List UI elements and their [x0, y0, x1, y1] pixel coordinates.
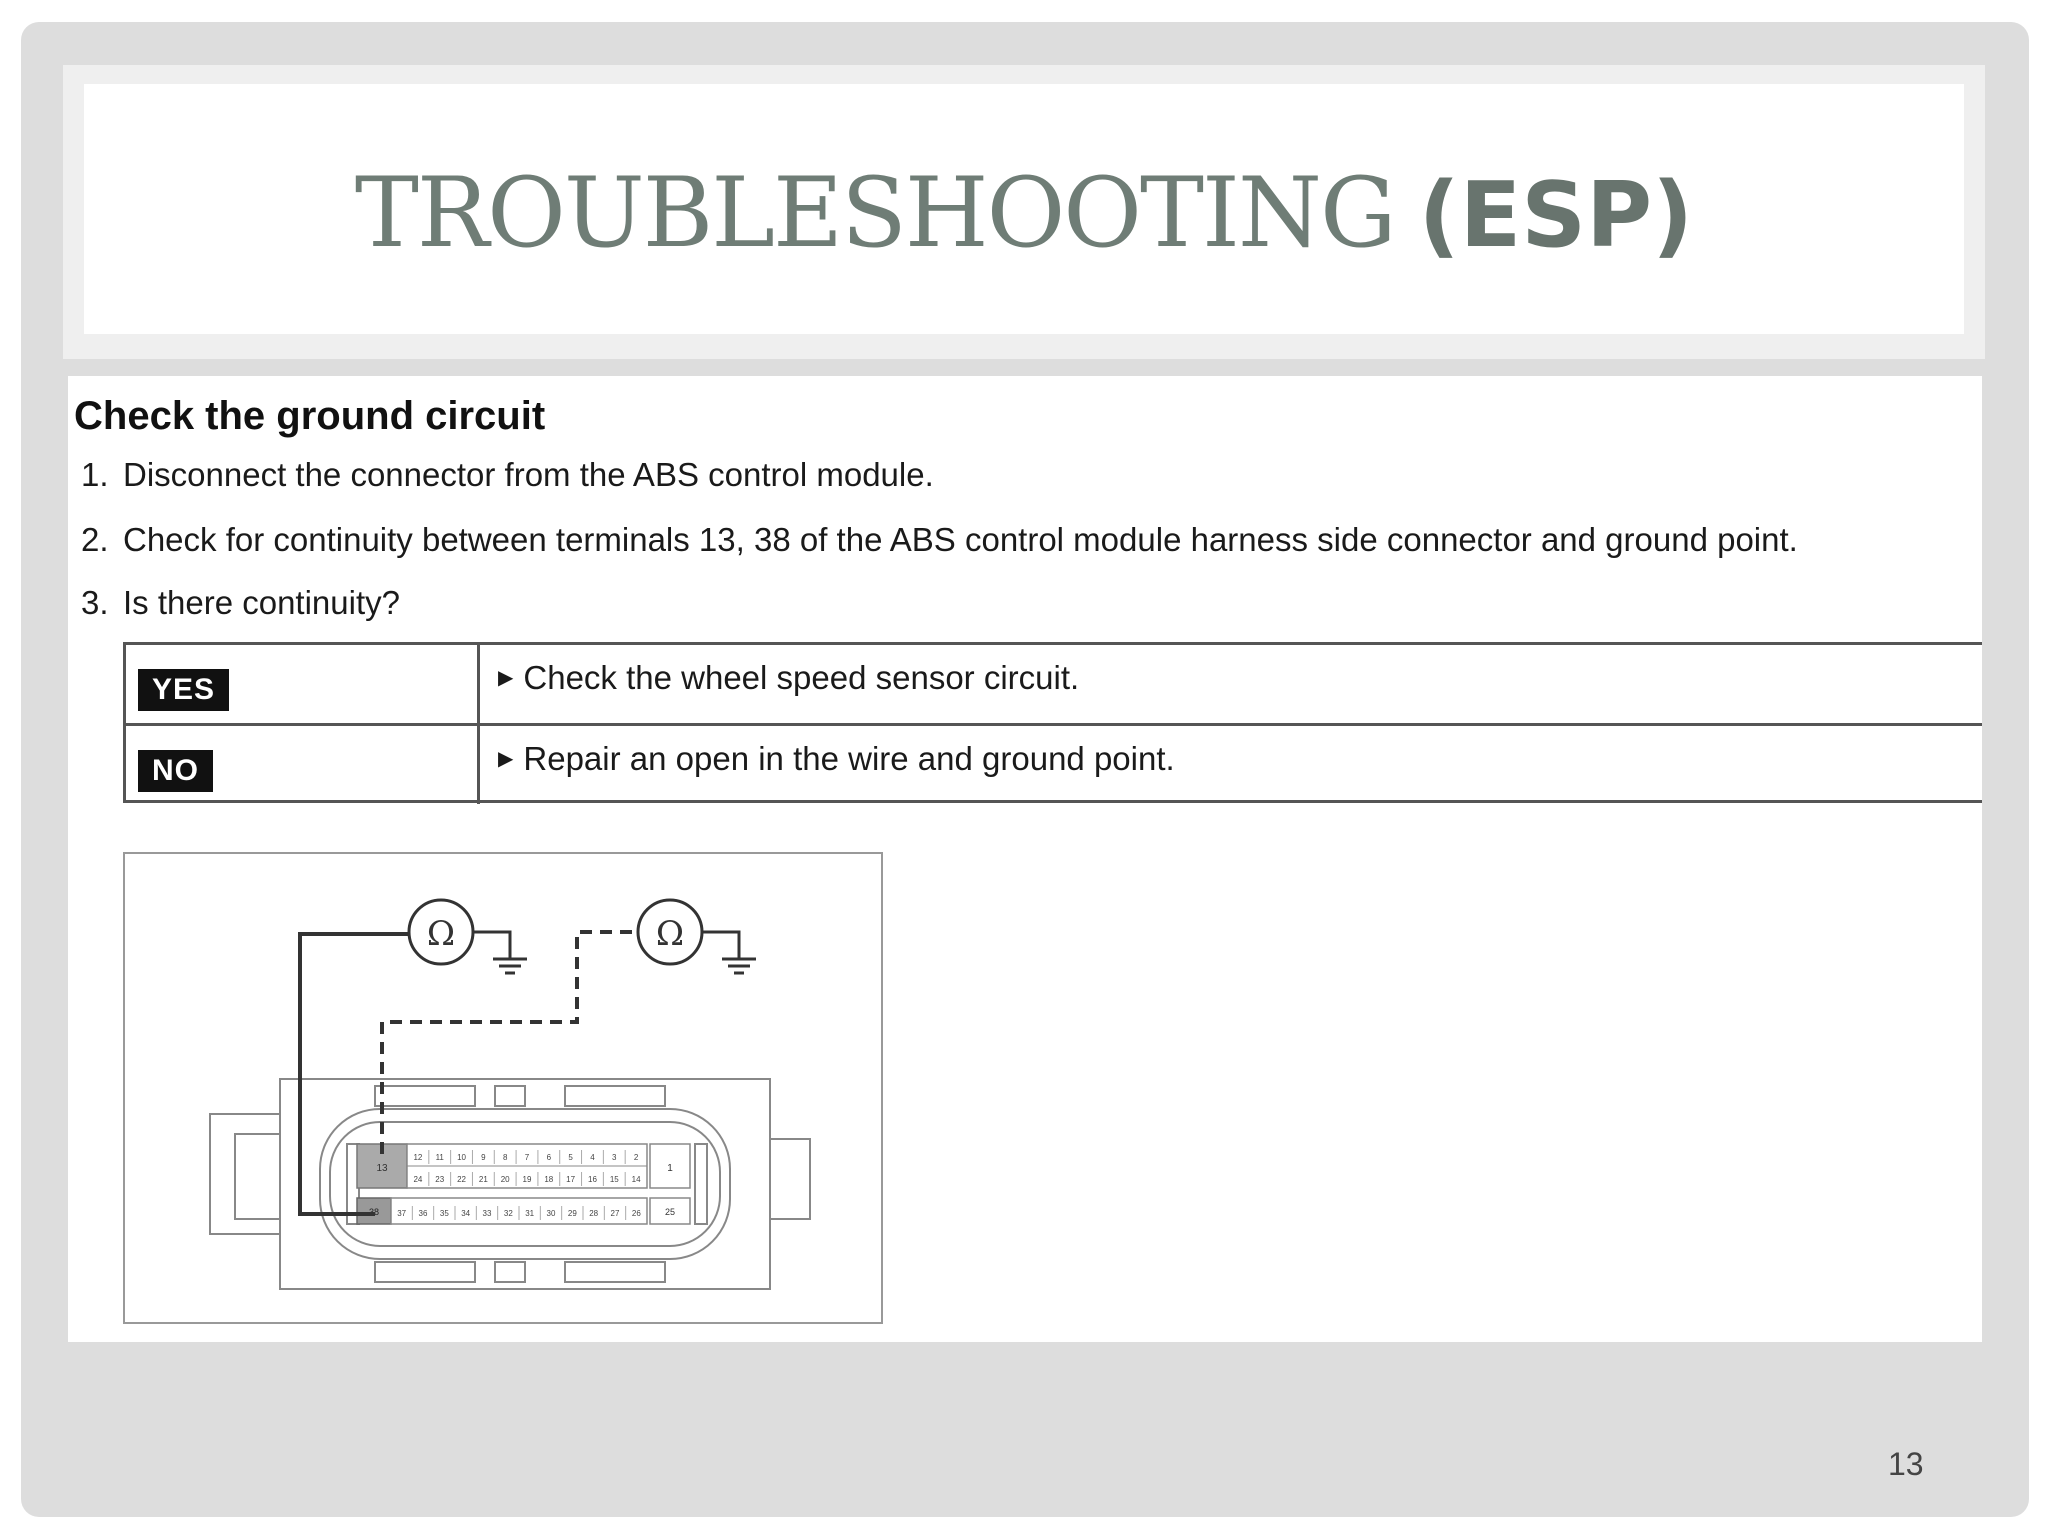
- result-action-text: Check the wheel speed sensor circuit.: [523, 659, 1080, 696]
- pin-label: 27: [610, 1209, 620, 1218]
- result-key-cell: [126, 726, 480, 804]
- pin-label: 11: [435, 1153, 444, 1162]
- pin-label: 2: [633, 1153, 639, 1162]
- pin-label: 22: [457, 1175, 466, 1184]
- no-badge: NO: [138, 750, 213, 792]
- triangle-right-icon: ▶: [498, 667, 514, 689]
- pin-label: 28: [589, 1209, 599, 1218]
- result-action: [498, 740, 1175, 778]
- pin-label: 37: [397, 1209, 407, 1218]
- wiring-diagram-svg: [125, 854, 881, 1322]
- pin-label: 32: [503, 1209, 513, 1218]
- pin-label: 7: [524, 1153, 530, 1162]
- pin-label: 16: [588, 1175, 597, 1184]
- step-3: [81, 584, 400, 622]
- ohm-symbol: Ω: [655, 914, 685, 954]
- pin-label: 24: [413, 1175, 423, 1184]
- result-action: [498, 659, 1079, 697]
- ohm-symbol: Ω: [426, 914, 456, 954]
- result-row-no: [126, 723, 1982, 804]
- pin-label: 6: [546, 1153, 552, 1162]
- ground-icon: [493, 959, 527, 973]
- title-main: TROUBLESHOOTING: [354, 157, 1395, 269]
- pin-label: 26: [631, 1209, 641, 1218]
- pin-label: 8: [502, 1153, 508, 1162]
- step-text: Check for continuity between terminals 13, 38 of the ABS control module harness side connector and ground point.: [123, 521, 1798, 558]
- pin-label: 10: [457, 1153, 466, 1162]
- pin-label: 20: [500, 1175, 510, 1184]
- step-number: 1.: [81, 456, 109, 493]
- step-2: [81, 521, 1798, 559]
- pin-label: 23: [435, 1175, 445, 1184]
- connector-diagram: [123, 852, 883, 1324]
- page-number: 13: [1888, 1446, 1924, 1482]
- ground-icon: [722, 959, 756, 973]
- step-text: Is there continuity?: [123, 584, 400, 621]
- step-text: Disconnect the connector from the ABS control module.: [123, 456, 934, 493]
- pin-label: 38: [368, 1207, 380, 1217]
- pin-label: 30: [546, 1209, 556, 1218]
- pin-label: 21: [478, 1175, 488, 1184]
- pin-label: 17: [566, 1175, 576, 1184]
- triangle-right-icon: ▶: [498, 748, 514, 770]
- pin-label: 3: [612, 1153, 617, 1162]
- result-action-text: Repair an open in the wire and ground point.: [523, 740, 1175, 777]
- pin-label: 35: [439, 1209, 449, 1218]
- pin-label: 4: [590, 1153, 595, 1162]
- lower-pin-labels: [397, 1206, 641, 1220]
- pin-label: 14: [631, 1175, 641, 1184]
- step-number: 2.: [81, 521, 109, 558]
- pin-label: 1: [667, 1163, 673, 1174]
- result-key-cell: [126, 645, 480, 723]
- pin-label: 25: [664, 1207, 676, 1217]
- yes-badge: YES: [138, 669, 229, 711]
- result-row-yes: [126, 645, 1982, 723]
- pin-label: 9: [481, 1153, 486, 1162]
- pin-label: 34: [461, 1209, 471, 1218]
- step-1: [81, 456, 934, 494]
- result-table: [123, 642, 1982, 803]
- procedure-heading: Check the ground circuit: [74, 394, 546, 438]
- content-panel: [68, 376, 1982, 1342]
- slide-title: [355, 157, 1693, 269]
- pin-label: 36: [418, 1209, 428, 1218]
- pin-label: 15: [609, 1175, 619, 1184]
- pin-label: 29: [567, 1209, 577, 1218]
- pin-label: 31: [525, 1209, 535, 1218]
- pin-label: 18: [544, 1175, 554, 1184]
- pin-label: 12: [413, 1153, 423, 1162]
- step-number: 3.: [81, 584, 109, 621]
- pin-label: 5: [568, 1153, 573, 1162]
- title-box: [84, 84, 1964, 334]
- pin-label: 13: [376, 1163, 388, 1174]
- title-suffix: (ESP): [1418, 163, 1694, 268]
- pin-label: 33: [482, 1209, 492, 1218]
- pin-label: 19: [522, 1175, 532, 1184]
